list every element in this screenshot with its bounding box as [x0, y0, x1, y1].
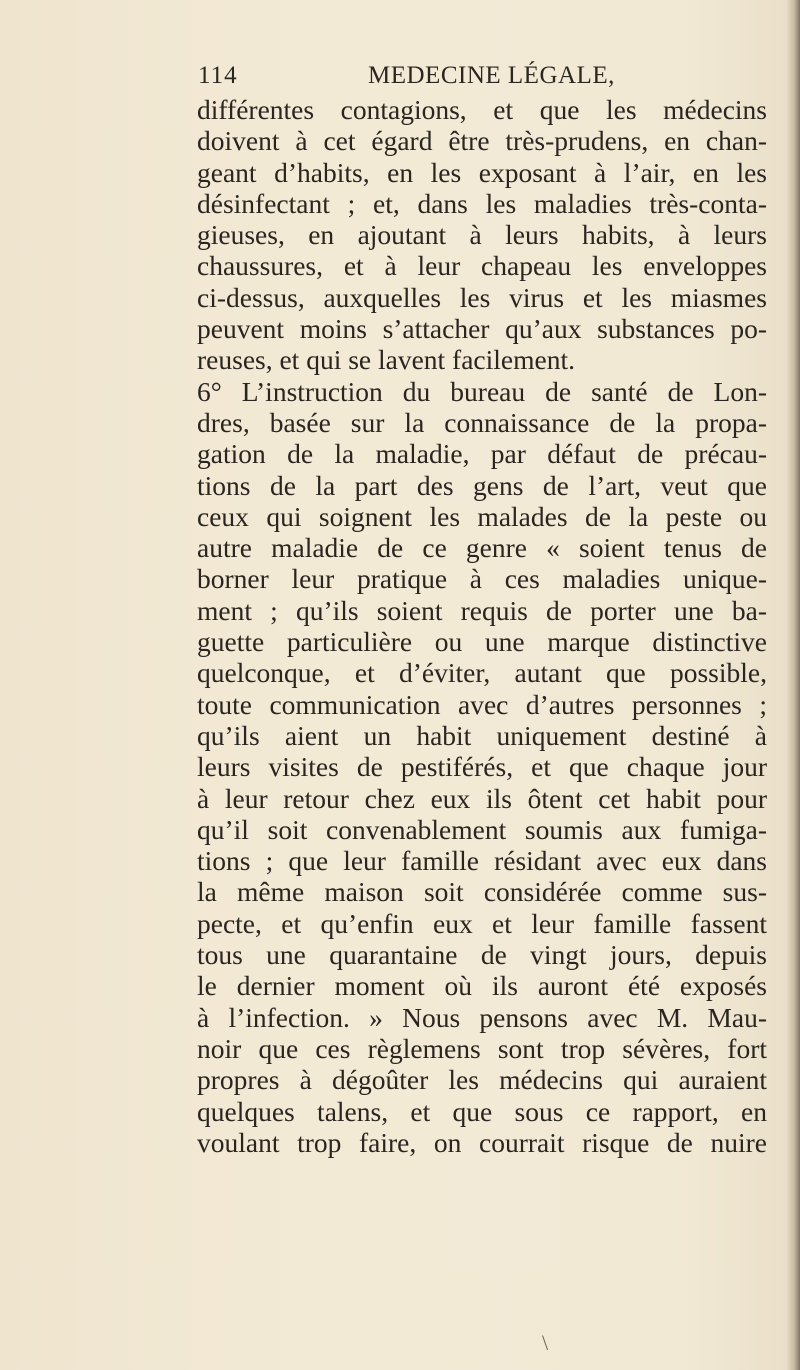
text-line: doivent à cet égard être très-prudens, en chan-	[197, 125, 767, 157]
text-line: chaussures, et à leur chapeau les enveloppes	[197, 250, 767, 282]
page-number: 114	[198, 62, 238, 89]
text-line: différentes contagions, et que les médecins	[197, 94, 767, 125]
text-line: à leur retour chez eux ils ôtent cet habit pour	[197, 782, 767, 814]
running-head: MEDECINE LÉGALE,	[368, 62, 615, 89]
text-line: quelconque, et d’éviter, autant que possible,	[197, 657, 767, 689]
text-line: pecte, et qu’enfin eux et leur famille fassent	[197, 907, 767, 939]
text-line: à l’infection. » Nous pensons avec M. Mau-	[197, 1001, 767, 1033]
bottom-mark: \	[542, 1330, 549, 1355]
text-line: peuvent moins s’attacher qu’aux substances po-	[197, 313, 767, 345]
page-header	[198, 62, 758, 94]
body-text	[197, 94, 767, 1158]
text-line: borner leur pratique à ces maladies unique-	[197, 563, 767, 595]
text-line: la même maison soit considérée comme sus-	[197, 876, 767, 908]
text-line: guette particulière ou une marque distinctive	[197, 626, 767, 658]
text-line: dres, basée sur la connaissance de la propa-	[197, 406, 767, 438]
text-line: ci-dessus, auxquelles les virus et les miasmes	[197, 281, 767, 313]
text-line: noir que ces règlemens sont trop sévères, fort	[197, 1032, 767, 1064]
text-line: tions de la part des gens de l’art, veut que	[197, 469, 767, 501]
text-line: 6° L’instruction du bureau de santé de Lon-	[197, 375, 767, 407]
text-line: toute communication avec d’autres personnes ;	[197, 688, 767, 720]
text-line: autre maladie de ce genre « soient tenus de	[197, 532, 767, 564]
text-line: le dernier moment où ils auront été exposés	[197, 970, 767, 1002]
text-line: propres à dégoûter les médecins qui auraient	[197, 1064, 767, 1096]
text-line: tions ; que leur famille résidant avec eux dans	[197, 845, 767, 877]
text-line: désinfectant ; et, dans les maladies très-conta-	[197, 187, 767, 219]
text-line: tous une quarantaine de vingt jours, depuis	[197, 939, 767, 971]
page-edge-shadow	[786, 0, 800, 1370]
text-line: leurs visites de pestiférés, et que chaque jour	[197, 751, 767, 783]
text-line: ceux qui soignent les malades de la peste ou	[197, 500, 767, 532]
text-line: gieuses, en ajoutant à leurs habits, à leurs	[197, 219, 767, 251]
text-line: ment ; qu’ils soient requis de porter une ba-	[197, 594, 767, 626]
text-line: qu’il soit convenablement soumis aux fumiga-	[197, 813, 767, 845]
text-line: quelques talens, et que sous ce rapport, en	[197, 1095, 767, 1127]
text-line: geant d’habits, en les exposant à l’air, en les	[197, 156, 767, 188]
text-line: voulant trop faire, on courrait risque de nuire	[197, 1126, 767, 1158]
text-line: reuses, et qui se lavent facilement.	[197, 344, 575, 376]
text-line: gation de la maladie, par défaut de précau-	[197, 438, 767, 470]
text-line: qu’ils aient un habit uniquement destiné à	[197, 719, 767, 751]
